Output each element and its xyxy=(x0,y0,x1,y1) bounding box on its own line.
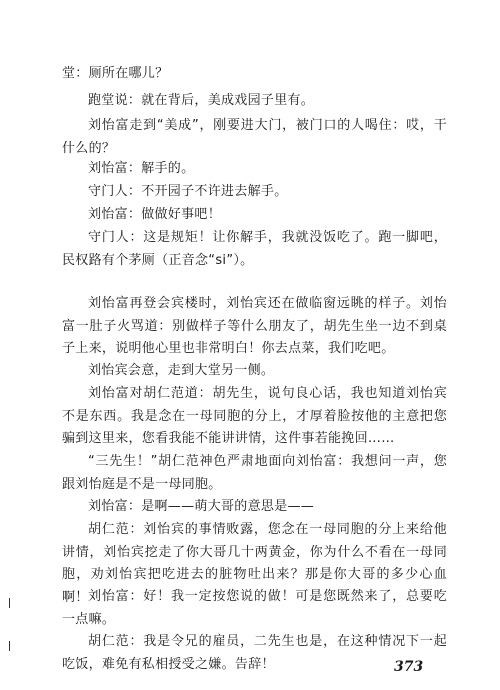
paragraph-6: 刘怡富：做做好事吧！ xyxy=(88,207,222,222)
paragraph-3: 刘怡富走到“美成”，刚要进大门，被门口的人喝住：哎，干什么的？ xyxy=(62,118,447,156)
paragraph-7: 守门人：这是规矩！让你解手，我就没饭吃了。跑一脚吧，民权路有个茅厕（正音念“si”）。 xyxy=(62,230,447,268)
text-line-1: 堂：厕所在哪儿？ xyxy=(62,66,169,81)
paragraph-11: “三先生！”胡仁范神色严肃地面向刘怡富：我想问一声，您跟刘怡庭是不是一母同胞。 xyxy=(62,454,447,492)
paragraph-5: 守门人：不开园子不许进去解手。 xyxy=(88,184,288,199)
paragraph-8: 刘怡富再登会宾楼时，刘怡宾还在做临窗远眺的样子。刘怡富一肚子火骂道：别做样子等什么朋友了，胡先生坐一边不到桌子上来，说明他心里也非常明白！你去点菜，我们吃吧。 xyxy=(62,296,447,356)
paragraph-4: 刘怡富：解手的。 xyxy=(88,161,195,176)
page-number: 373 xyxy=(394,659,424,675)
margin-mark xyxy=(9,598,10,608)
margin-mark xyxy=(9,641,10,651)
paragraph-9: 刘怡宾会意，走到大堂另一侧。 xyxy=(88,363,275,378)
paragraph-2: 跑堂说：就在背后，美成戏园子里有。 xyxy=(88,93,315,108)
paragraph-14: 刘怡富：好！我一定按您说的做！可是您既然来了，总要吃一点嘛。 xyxy=(62,589,447,627)
paragraph-15: 胡仁范：我是令兄的雇员，二先生也是，在这种情况下一起吃饭，难免有私相授受之嫌。告辞！ xyxy=(62,634,447,672)
paragraph-13: 胡仁范：刘怡宾的事情败露，您念在一母同胞的分上来给他讲情，刘怡宾挖走了你大哥几十两黄金，你为什么不看在一母同胞，劝刘怡宾把吃进去的脏物吐出来？那是你大哥的多少心血啊！ xyxy=(62,522,447,605)
paragraph-12: 刘怡富：是啊——萌大哥的意思是—— xyxy=(88,499,315,514)
paragraph-10: 刘怡富对胡仁范道：胡先生，说句良心话，我也知道刘怡宾不是东西。我是念在一母同胞的分上，才厚着脸按他的主意把您骗到这里来，您看我能不能讲讲情，这件事若能挽回…… xyxy=(62,386,447,446)
